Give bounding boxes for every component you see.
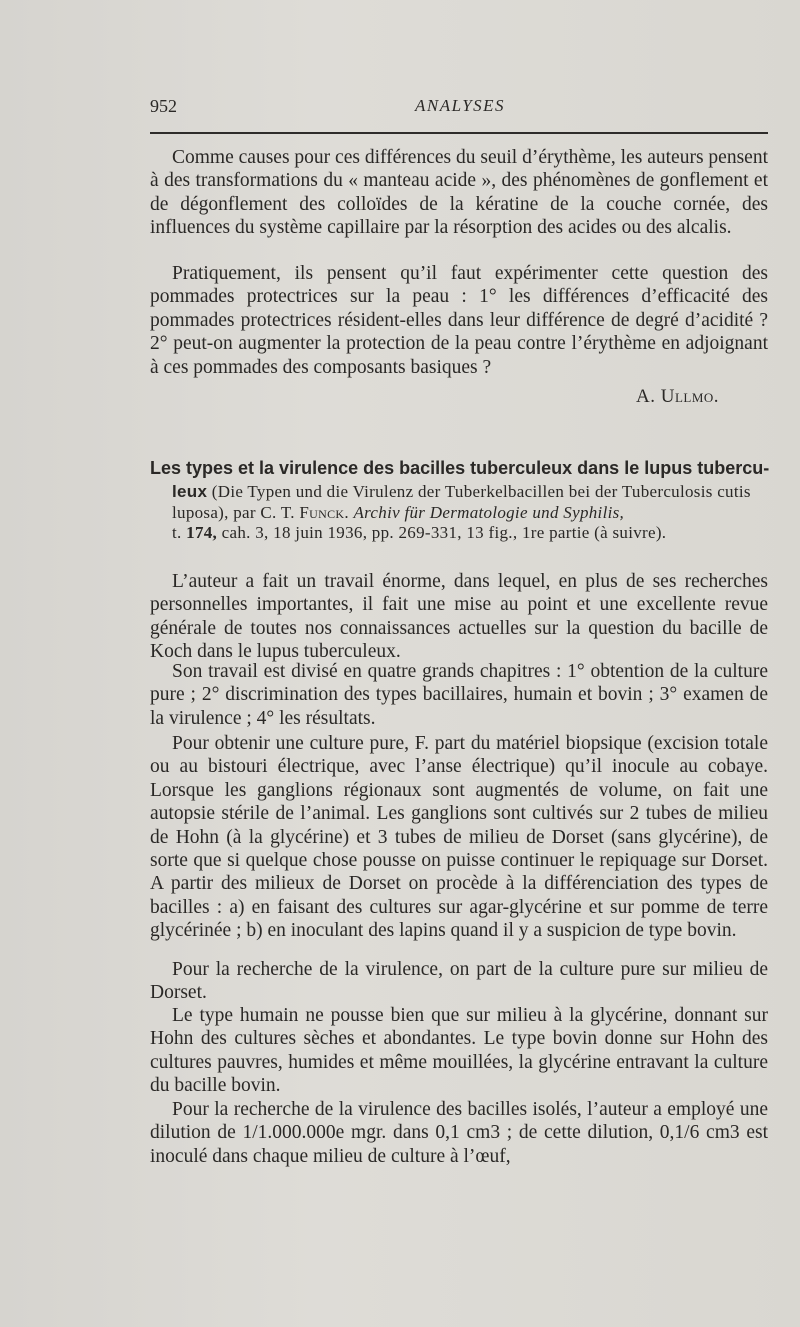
page-header	[150, 96, 770, 122]
header-rule	[150, 132, 768, 134]
article-paragraph: Pour la recherche de la virulence, on part de la culture pure sur milieu de Dorset.	[150, 959, 768, 1004]
previous-article-paragraph: Comme causes pour ces différences du seuil d’érythème, les auteurs pensent à des transformations du « manteau acide », des phénomènes de gonflement et de dégonflement des colloïdes de la kératine de la couche cornée, des influences du système capillaire par la résorption des acides ou des alcalis.	[150, 147, 768, 239]
article-paragraph: Le type humain ne pousse bien que sur milieu à la glycérine, donnant sur Hohn des cultures sèches et abondantes. Le type bovin donne sur Hohn des cultures pauvres, humides et même mouillées, la glycérine entravant la culture du bacille bovin.	[150, 1005, 768, 1097]
article-paragraph: Pour obtenir une culture pure, F. part du matériel biopsique (excision totale ou au bistouri électrique, avec l’anse électrique) qu’il inocule au cobaye. Lorsque les ganglions régionaux sont augmentés de volume, on fait une autopsie stérile de l’animal. Les ganglions sont cultivés sur 2 tubes de milieu de Hohn (à la glycérine) et 3 tubes de milieu de Dorset (sans glycérine), de sorte que si quelque chose pousse on puisse continuer le repiquage sur Dorset. A partir des milieux de Dorset on procède à la différenciation des types de bacilles : a) en faisant des cultures sur agar-glycérine et sur pomme de terre glycérinée ; b) en inoculant des lapins quand il y a suspicion de type bovin.	[150, 733, 768, 942]
previous-article-paragraph: Pratiquement, ils pensent qu’il faut expérimenter cette question des pommades protectrices sur la peau : 1° les différences d’efficacité des pommades protectrices résident-elles dans leur différence de degré d’acidité ? 2° peut-on augmenter la protection de la peau contre l’érythème en adjoignant à ces pommades des composants basiques ?	[150, 263, 768, 378]
page-number: 952	[150, 96, 177, 116]
journal-name: Archiv für Dermatologie und Syphilis,	[353, 502, 625, 522]
running-head: ANALYSES	[414, 96, 506, 115]
signature	[636, 386, 719, 408]
article-title-end: leux	[172, 482, 208, 501]
article-author: C. T. Funck.	[260, 502, 349, 522]
volume-prefix: t.	[172, 523, 182, 542]
article-paragraph: L’auteur a fait un travail énorme, dans lequel, en plus de ses recherches personnelles importantes, il fait une mise au point et une excellente revue générale de toutes nos connaissances actuelles sur la question du bacille de Koch dans le lupus tuberculeux.	[150, 571, 768, 663]
article-paragraph: Pour la recherche de la virulence des bacilles isolés, l’auteur a employé une dilution de 1/1.000.000e mgr. dans 0,1 cm3 ; de cette dilution, 0,1/6 cm3 est inoculé dans chaque milieu de culture à l’œuf,	[150, 1099, 768, 1167]
signature-name: Ullmo.	[660, 386, 720, 407]
german-title: (Die Typen und die Virulenz der Tuberkelbacillen bei der Tuberculosis cutis luposa), par	[172, 482, 751, 522]
article-reference	[172, 482, 770, 544]
article-paragraph: Son travail est divisé en quatre grands chapitres : 1° obtention de la culture pure ; 2° discrimination des types bacillaires, humain et bovin ; 3° examen de la virulence ; 4° les résultats.	[150, 661, 768, 729]
signature-initial: A.	[636, 386, 656, 407]
article-title: Les types et la virulence des bacilles tuberculeux dans le lupus tubercu-	[150, 458, 770, 478]
volume-number: 174,	[186, 523, 218, 542]
publication-details: cah. 3, 18 juin 1936, pp. 269-331, 13 fig., 1re partie (à suivre).	[221, 523, 667, 542]
